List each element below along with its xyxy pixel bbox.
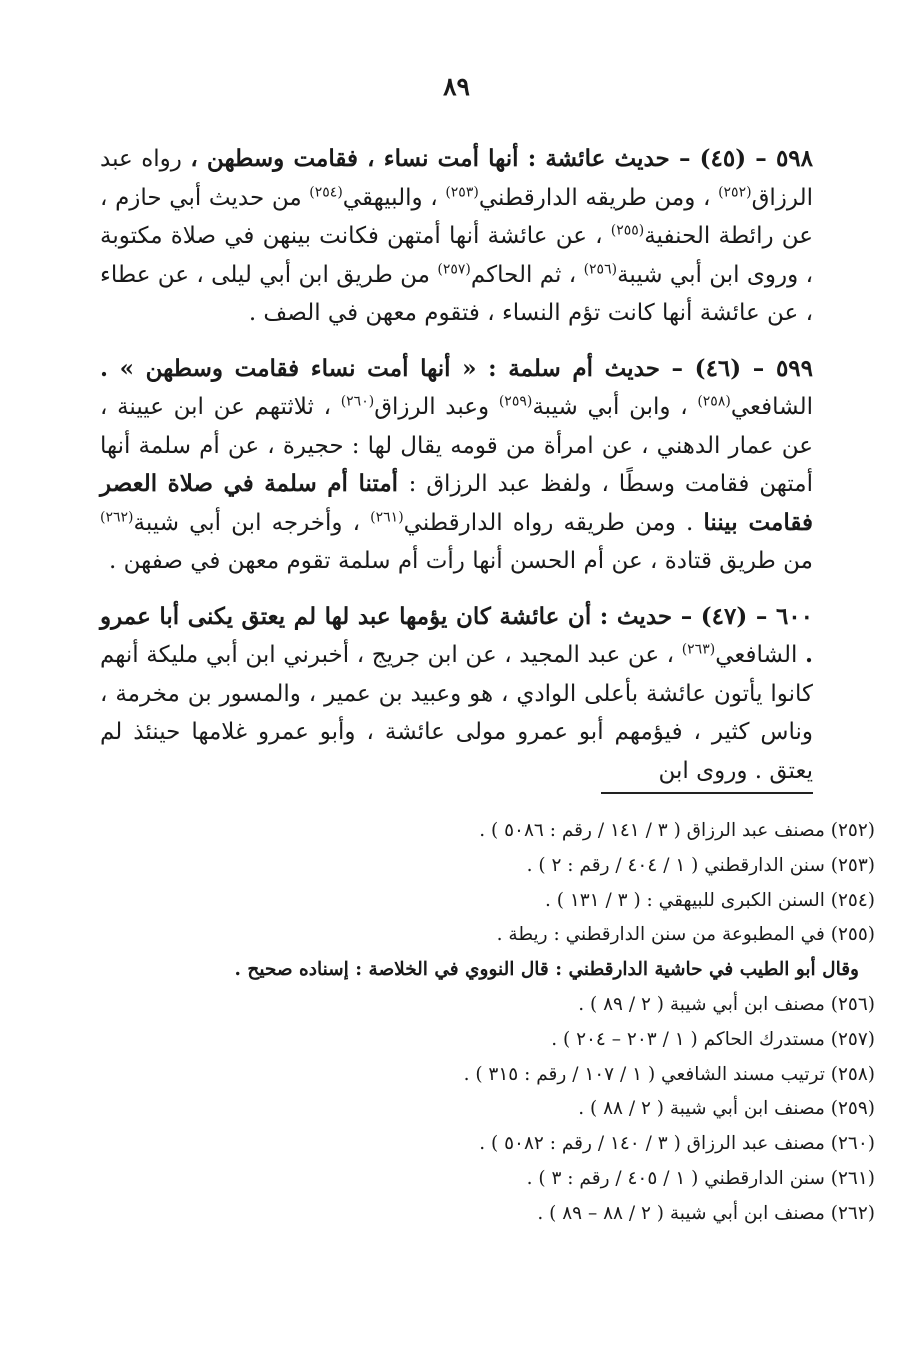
- entry-text: ، ومن طريقه الدارقطني: [478, 184, 719, 211]
- entry-text: ، عن عبد المجيد ، عن ابن جريج ، أخبرني ابن أبي مليكة أنهم كانوا يأتون عائشة بأعلى الوادي ، هو وعبيد بن عمير ، والمسور بن مخرمة ، وناس كثير ، فيؤمهم أبو عمرو مولى عائشة ، وأبو عمرو غلامها حينئذ لم يعتق . وروى ابن: [100, 642, 813, 784]
- quoted-text: أمتنا أم سلمة في صلاة العصر فقامت بيننا: [100, 470, 813, 536]
- footnote-ref: (٢٦٣): [681, 641, 716, 658]
- footnote-item: (٢٥٧) مستدرك الحاكم ( ١ / ٢٠٣ – ٢٠٤ ) .: [551, 1028, 875, 1050]
- footnote-item: (٢٥٦) مصنف ابن أبي شيبة ( ٢ / ٨٩ ) .: [578, 993, 875, 1015]
- footnote-item: (٢٥٤) السنن الكبرى للبيهقي : ( ٣ / ١٣١ ) .: [544, 889, 875, 911]
- footnote-item: (٢٥٩) مصنف ابن أبي شيبة ( ٢ / ٨٨ ) .: [578, 1098, 875, 1120]
- entry-text: ، ثم الحاكم: [470, 261, 584, 288]
- entry-text: رواه عبد الرزاق: [100, 146, 813, 211]
- entry-text: من طريق قتادة ، عن أم الحسن أنها رأت أم سلمة تقوم معهن في صفهن .: [109, 548, 813, 574]
- entry-text: ، ثلاثتهم عن ابن عيينة ، عن عمار الدهني ، عن امرأة من قومه يقال لها : حجيرة ، عن أم سلمة أنها أمتهن فقامت وسطًا ، ولفظ عبد الرزاق :: [100, 394, 814, 497]
- page-number: ٨٩: [443, 72, 470, 101]
- entry-text: من طريق ابن أبي ليلى ، عن عطاء ، عن عائشة أنها كانت تؤم النساء ، فتقوم معهن في الصف .: [100, 261, 813, 326]
- entry-text: ، وأخرجه ابن أبي شيبة: [133, 509, 371, 536]
- footnote-item: (٢٥٨) ترتيب مسند الشافعي ( ١ / ١٠٧ / رقم : ٣١٥ ) .: [463, 1063, 875, 1085]
- footnotes-list: [115, 814, 875, 1232]
- entry-heading: ٥٩٩ – (٤٦) – حديث أم سلمة : « أنها أمت نساء فقامت وسطهن » .: [100, 354, 814, 382]
- entry-text: الشافعي: [715, 642, 805, 668]
- footnote-ref: (٢٦١): [370, 508, 404, 525]
- entry-text: . ومن طريقه رواه الدارقطني: [403, 509, 704, 536]
- footnote-item: (٢٥٥) في المطبوعة من سنن الدارقطني : ريطة .: [496, 924, 875, 946]
- footnote-separator: [601, 792, 813, 794]
- footnote-item: (٢٦٠) مصنف عبد الرزاق ( ٣ / ١٤٠ / رقم : ٥٠٨٢ ) .: [479, 1133, 875, 1155]
- footnote-item: (٢٦٢) مصنف ابن أبي شيبة ( ٢ / ٨٨ – ٨٩ ) .: [537, 1202, 875, 1224]
- hadith-entry-600: [100, 598, 813, 791]
- entry-heading: ٦٠٠ – (٤٧) – حديث : أن عائشة كان يؤمها عبد لها لم يعتق يكنى أبا عمرو .: [100, 602, 813, 668]
- footnote-ref: (٢٥٢): [718, 183, 752, 200]
- entry-text: الشافعي: [730, 394, 813, 420]
- footnote-ref: (٢٥٩): [498, 393, 533, 410]
- footnote-ref: (٢٥٨): [697, 393, 731, 410]
- entry-text: وعبد الرزاق: [374, 394, 499, 420]
- entry-text: ، والبيهقي: [342, 184, 446, 211]
- hadith-entry-599: [100, 350, 813, 581]
- footnote-ref: (٢٥٥): [610, 222, 645, 239]
- footnote-ref: (٢٦٠): [340, 393, 375, 410]
- footnote-ref: (٢٥٧): [437, 260, 471, 277]
- footnote-note: وقال أبو الطيب في حاشية الدارقطني : قال النووي في الخلاصة : إسناده صحيح .: [234, 959, 859, 981]
- footnote-ref: (٢٥٤): [309, 183, 343, 200]
- hadith-entry-598: [100, 140, 813, 333]
- footnote-item: (٢٥٣) سنن الدارقطني ( ١ / ٤٠٤ / رقم : ٢ ) .: [526, 854, 875, 876]
- footnote-ref: (٢٥٣): [445, 183, 479, 200]
- entry-text: ، وابن أبي شيبة: [532, 394, 698, 420]
- footnote-ref: (٢٥٦): [583, 260, 618, 277]
- entry-text: ، عن عائشة أنها أمتهن فكانت بينهن في صلاة مكتوبة ، وروى ابن أبي شيبة: [100, 223, 813, 288]
- footnote-item: (٢٦١) سنن الدارقطني ( ١ / ٤٠٥ / رقم : ٣ ) .: [526, 1167, 875, 1189]
- entry-text: من حديث أبي حازم ، عن رائطة الحنفية: [100, 184, 813, 249]
- entry-heading: ٥٩٨ – (٤٥) – حديث عائشة : أنها أمت نساء ، فقامت وسطهن ،: [190, 145, 813, 172]
- footnote-item: (٢٥٢) مصنف عبد الرزاق ( ٣ / ١٤١ / رقم : ٥٠٨٦ ) .: [479, 820, 875, 841]
- footnote-ref: (٢٦٢): [100, 508, 134, 525]
- main-text: [100, 140, 813, 807]
